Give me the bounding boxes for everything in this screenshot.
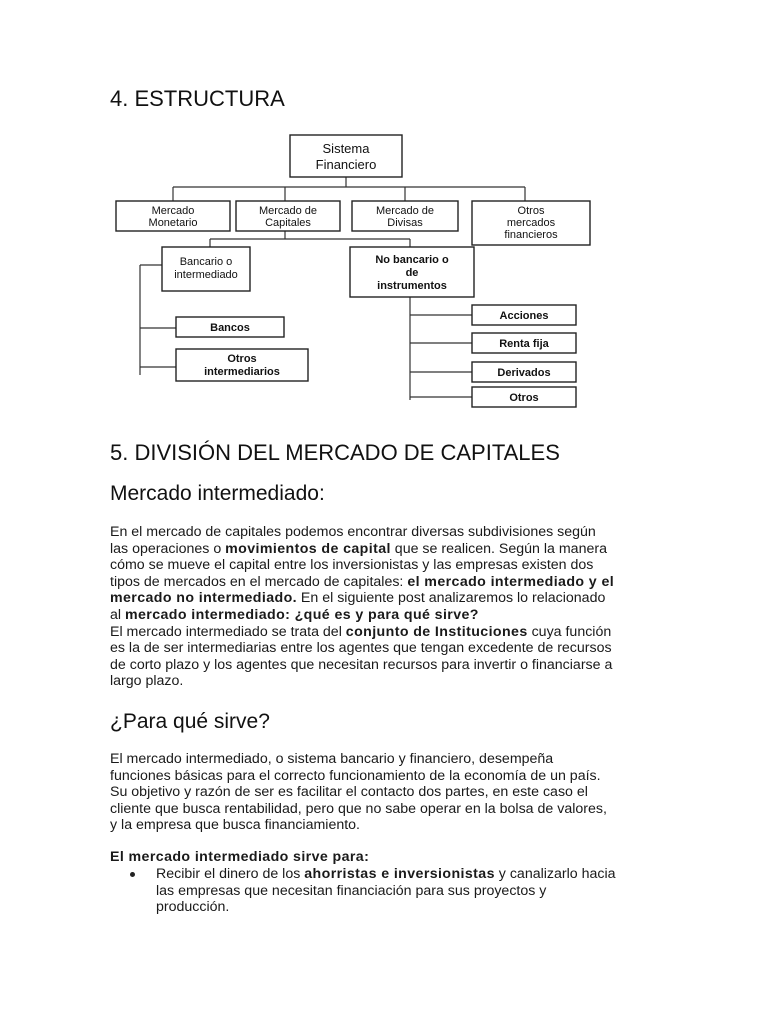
svg-text:Mercado de (259, 205, 317, 217)
bullet-list (130, 866, 670, 916)
svg-text:mercados (507, 217, 556, 229)
svg-text:Derivados (497, 367, 550, 379)
svg-text:de (406, 267, 419, 279)
root-label-2: Financiero (315, 157, 377, 172)
p2-line: Su objetivo y razón de ser es facilitar el contacto dos partes, en este caso el (110, 784, 588, 801)
otros-intermediarios-label-1: Otros (227, 353, 257, 365)
bullet-line: las empresas que necesitan financiación para sus proyectos y (156, 882, 547, 899)
monetario-label-2: Monetario (148, 217, 198, 229)
svg-text:Acciones (500, 310, 549, 322)
p1-line (110, 590, 670, 607)
otros-intermediarios-label-2: intermediarios (204, 366, 280, 378)
bold-run: mercado intermediado: ¿qué es y para qué sirve? (124, 606, 479, 623)
bullet-line (156, 866, 670, 883)
p2-line: El mercado intermediado, o sistema bancario y financiero, desempeña (110, 751, 554, 767)
financial-system-diagram (110, 125, 600, 425)
svg-text:Capitales (265, 217, 311, 229)
bold-run: conjunto de Instituciones (345, 623, 528, 640)
acciones-label: Acciones (499, 310, 549, 322)
paragraph-purpose (110, 751, 670, 834)
svg-text:intermediado (174, 269, 238, 281)
svg-text:instrumentos (377, 280, 447, 292)
text-run: al (110, 606, 125, 623)
divisas-label-2: Divisas (387, 217, 423, 229)
p2-line: funciones básicas para el correcto funcionamiento de la economía de un país. (110, 767, 601, 784)
divisas-label-1: Mercado de (375, 205, 435, 217)
svg-text:Otros (227, 353, 256, 365)
svg-text:financieros (504, 229, 558, 241)
svg-text:Otros (518, 205, 545, 217)
no-bancario-label-1: No bancario o (375, 254, 449, 266)
subtitle-mercado-intermediado: Mercado intermediado: (110, 482, 325, 505)
svg-text:Divisas (387, 217, 423, 229)
svg-text:Bancario o (180, 256, 233, 268)
text-run: En el siguiente post analizaremos lo relacionado (296, 590, 606, 607)
text-run: El mercado intermediado se trata del (110, 623, 346, 640)
text-run: y canalizarlo hacia (494, 866, 616, 882)
otros-mercados-label-2: mercados (506, 217, 556, 229)
svg-text:No bancario o (375, 254, 449, 266)
p2-line: y la empresa que busca financiamiento. (110, 817, 360, 834)
p1-line (110, 624, 670, 641)
renta-fija-label: Renta fija (499, 338, 549, 350)
svg-text:Financiero (316, 157, 377, 172)
otros-mercados-label-3: financieros (504, 229, 558, 241)
p1-line: de corto plazo y los agentes que necesitan recursos para invertir o financiarse a (110, 656, 613, 673)
bold-run: movimientos de capital (225, 540, 391, 557)
svg-text:Mercado de (376, 205, 434, 217)
p1-line: largo plazo. (110, 673, 184, 690)
svg-text:Otros (509, 392, 538, 404)
text-run: tipos de mercados en el mercado de capitales: (110, 573, 408, 590)
text-run: Recibir el dinero de los (156, 866, 305, 882)
p1-line (110, 607, 670, 624)
paragraph-intro (110, 524, 670, 690)
p1-line: es la de ser intermediarias entre los agentes que tengan excedente de recursos (110, 640, 612, 657)
question-heading: ¿Para qué sirve? (110, 710, 270, 733)
text-run: que se realicen. Según la manera (390, 540, 607, 557)
section-4-title: 4. ESTRUCTURA (110, 86, 285, 111)
svg-text:Mercado (152, 205, 195, 217)
no-bancario-label-2: de (405, 267, 419, 279)
svg-text:Sistema (323, 141, 371, 156)
otros-label: Otros (509, 392, 539, 404)
monetario-label-1: Mercado (151, 205, 195, 217)
list-item (130, 866, 670, 916)
p1-line: En el mercado de capitales podemos encontrar diversas subdivisiones según (110, 524, 596, 540)
svg-text:Monetario (149, 217, 198, 229)
text-run: las operaciones o (110, 540, 226, 557)
bancario-label-1: Bancario o (179, 256, 233, 268)
svg-text:Renta fija (499, 338, 549, 350)
svg-text:intermediarios (204, 366, 280, 378)
derivados-label: Derivados (497, 367, 551, 379)
serves-heading: El mercado intermediado sirve para: (110, 849, 370, 865)
no-bancario-label-3: instrumentos (377, 280, 447, 292)
p2-line: cliente que busca rentabilidad, pero que no sabe operar en la bolsa de valores, (110, 800, 607, 817)
capitales-label-1: Mercado de (258, 205, 318, 217)
p1-line (110, 574, 670, 591)
root-label-1: Sistema (322, 141, 370, 156)
p1-line: cómo se mueve el capital entre los inversionistas y las empresas existen dos (110, 557, 594, 574)
bold-run: el mercado intermediado y el (407, 573, 615, 590)
text-run: cuya función (527, 623, 612, 640)
bullet-icon (130, 872, 135, 877)
bold-run: mercado no intermediado. (110, 590, 297, 607)
section-5-title: 5. DIVISIÓN DEL MERCADO DE CAPITALES (110, 440, 560, 465)
bullet-line: producción. (156, 899, 230, 916)
svg-text:Bancos (210, 322, 250, 334)
bold-run: ahorristas e inversionistas (304, 866, 495, 882)
bancos-label: Bancos (210, 322, 250, 334)
otros-mercados-label-1: Otros (517, 205, 545, 217)
p1-line (110, 541, 670, 558)
bancario-label-2: intermediado (174, 269, 238, 281)
capitales-label-2: Capitales (265, 217, 311, 229)
